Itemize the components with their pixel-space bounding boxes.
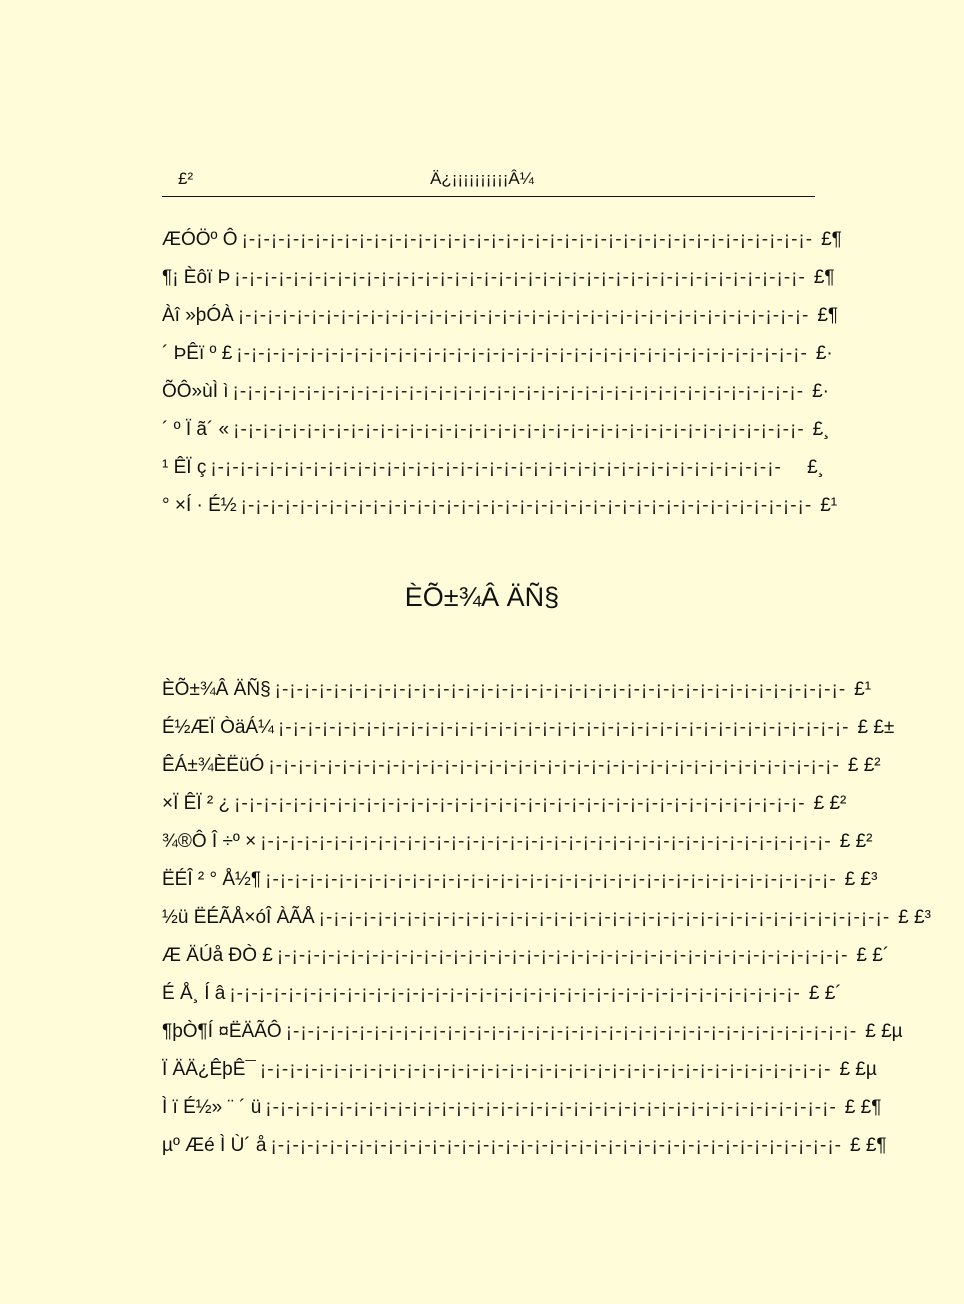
toc-entry-page: £¸ xyxy=(807,457,824,478)
toc-dot-leader: ¡-¡-¡-¡-¡-¡-¡-¡-¡-¡-¡-¡-¡-¡-¡-¡-¡-¡-¡-¡-¡-¡-¡-¡-¡-¡-¡-¡-¡-¡-¡-¡-¡-¡-¡-¡-¡-¡-¡- xyxy=(318,907,891,928)
toc-entry-page: £ £µ xyxy=(839,1059,877,1080)
toc-entry xyxy=(162,903,931,941)
toc-entry xyxy=(162,301,839,339)
toc-entry-title: ´ º Ï ã´ « xyxy=(162,419,230,440)
toc-entry xyxy=(162,1093,882,1131)
toc-entry-title: ÈÕ±¾Â ÄÑ§ xyxy=(162,679,271,700)
toc-entry-page: £ £µ xyxy=(865,1021,903,1042)
toc-entry-page: £¶ xyxy=(817,305,839,326)
toc-entry-title: ÕÔ»ùÌ ì xyxy=(162,381,229,402)
toc-entry xyxy=(162,1017,903,1055)
toc-list-bottom xyxy=(162,675,931,1169)
toc-entry-page: £ £³ xyxy=(844,869,878,890)
toc-dot-leader: ¡-¡-¡-¡-¡-¡-¡-¡-¡-¡-¡-¡-¡-¡-¡-¡-¡-¡-¡-¡-¡-¡-¡-¡-¡-¡-¡-¡-¡-¡-¡-¡-¡-¡-¡-¡-¡-¡-¡- xyxy=(232,381,805,402)
toc-entry-page: £ £² xyxy=(813,793,847,814)
toc-entry-page: £¶ xyxy=(821,229,842,250)
toc-entry xyxy=(162,751,881,789)
toc-entry xyxy=(162,865,878,903)
toc-entry xyxy=(162,377,829,415)
toc-entry-page: £ £¶ xyxy=(850,1135,887,1156)
toc-entry-title: Ì ï É½» ¨ ´ ü xyxy=(162,1097,262,1118)
toc-entry-title: µº Æé Ì Ù´ å xyxy=(162,1135,267,1156)
toc-entry-title: ½ü ËÉÃÅ×óÎ ÀÃÅ xyxy=(162,907,315,928)
toc-entry xyxy=(162,827,873,865)
toc-entry-title: Àî »þÓÀ xyxy=(162,305,234,326)
toc-entry-title: ÆÓÖº Ô xyxy=(162,229,238,250)
toc-entry xyxy=(162,675,872,713)
toc-entry-page: £¸ xyxy=(812,419,830,440)
running-title: Ä¿¡¡¡¡¡¡¡¡¡¡Â¼ xyxy=(430,169,534,188)
toc-dot-leader: ¡-¡-¡-¡-¡-¡-¡-¡-¡-¡-¡-¡-¡-¡-¡-¡-¡-¡-¡-¡-¡-¡-¡-¡-¡-¡-¡-¡-¡-¡-¡-¡-¡-¡-¡-¡-¡-¡-¡- xyxy=(237,305,810,326)
header-rule xyxy=(162,196,815,197)
toc-entry-title: É½ÆÏ ÒäÁ¼ xyxy=(162,717,274,738)
toc-dot-leader: ¡-¡-¡-¡-¡-¡-¡-¡-¡-¡-¡-¡-¡-¡-¡-¡-¡-¡-¡-¡-¡-¡-¡-¡-¡-¡-¡-¡-¡-¡-¡-¡-¡-¡-¡-¡-¡-¡-¡- xyxy=(260,831,832,852)
toc-dot-leader: ¡-¡-¡-¡-¡-¡-¡-¡-¡-¡-¡-¡-¡-¡-¡-¡-¡-¡-¡-¡-¡-¡-¡-¡-¡-¡-¡-¡-¡-¡-¡-¡-¡-¡-¡-¡-¡-¡-¡- xyxy=(285,1021,858,1042)
toc-dot-leader: ¡-¡-¡-¡-¡-¡-¡-¡-¡-¡-¡-¡-¡-¡-¡-¡-¡-¡-¡-¡-¡-¡-¡-¡-¡-¡-¡-¡-¡-¡-¡-¡-¡-¡-¡-¡-¡-¡-¡- xyxy=(236,343,808,364)
toc-entry xyxy=(162,1131,887,1169)
toc-entry xyxy=(162,263,835,301)
toc-entry-title: ¾®Ô Î ÷º × xyxy=(162,831,257,852)
toc-entry-title: ¶¡ Èôï Þ xyxy=(162,267,231,288)
toc-entry-page: £¹ xyxy=(854,679,872,700)
toc-entry xyxy=(162,1055,877,1093)
toc-entry-title: ° ×Í · É½ xyxy=(162,495,237,516)
toc-entry xyxy=(162,415,830,453)
page-number: £² xyxy=(178,169,194,188)
toc-entry-title: ×Ï ÊÏ ² ¿ xyxy=(162,793,231,814)
toc-entry xyxy=(162,453,824,491)
toc-dot-leader: ¡-¡-¡-¡-¡-¡-¡-¡-¡-¡-¡-¡-¡-¡-¡-¡-¡-¡-¡-¡-¡-¡-¡-¡-¡-¡-¡-¡-¡-¡-¡-¡-¡-¡-¡-¡-¡-¡-¡- xyxy=(234,793,806,814)
toc-entry-page: £ £± xyxy=(857,717,895,738)
toc-dot-leader: ¡-¡-¡-¡-¡-¡-¡-¡-¡-¡-¡-¡-¡-¡-¡-¡-¡-¡-¡-¡-¡-¡-¡-¡-¡-¡-¡-¡-¡-¡-¡-¡-¡-¡-¡-¡-¡-¡-¡- xyxy=(265,869,837,890)
toc-dot-leader: ¡-¡-¡-¡-¡-¡-¡-¡-¡-¡-¡-¡-¡-¡-¡-¡-¡-¡-¡-¡-¡-¡-¡-¡-¡-¡-¡-¡-¡-¡-¡-¡-¡-¡-¡-¡-¡-¡-¡- xyxy=(277,717,850,738)
toc-entry xyxy=(162,491,838,529)
toc-entry-page: £ £³ xyxy=(898,907,931,928)
toc-entry xyxy=(162,789,847,827)
toc-dot-leader: ¡-¡-¡-¡-¡-¡-¡-¡-¡-¡-¡-¡-¡-¡-¡-¡-¡-¡-¡-¡-¡-¡-¡-¡-¡-¡-¡-¡-¡-¡-¡-¡-¡-¡-¡-¡-¡-¡-¡- xyxy=(265,1097,837,1118)
toc-dot-leader: ¡-¡-¡-¡-¡-¡-¡-¡-¡-¡-¡-¡-¡-¡-¡-¡-¡-¡-¡-¡-¡-¡-¡-¡-¡-¡-¡-¡-¡-¡-¡-¡-¡-¡-¡-¡-¡-¡-¡- xyxy=(276,945,849,966)
toc-entry-page: £¶ xyxy=(813,267,835,288)
toc-dot-leader: ¡-¡-¡-¡-¡-¡-¡-¡-¡-¡-¡-¡-¡-¡-¡-¡-¡-¡-¡-¡-¡-¡-¡-¡-¡-¡-¡-¡-¡-¡-¡-¡-¡-¡-¡-¡-¡-¡-¡- xyxy=(241,229,814,250)
toc-entry-page: £ £² xyxy=(847,755,881,776)
toc-entry xyxy=(162,713,895,751)
toc-entry xyxy=(162,225,842,263)
toc-dot-leader: ¡-¡-¡-¡-¡-¡-¡-¡-¡-¡-¡-¡-¡-¡-¡-¡-¡-¡-¡-¡-¡-¡-¡-¡-¡-¡-¡-¡-¡-¡-¡-¡-¡-¡-¡-¡-¡-¡-¡- xyxy=(259,1059,832,1080)
toc-entry xyxy=(162,979,842,1017)
toc-dot-leader: ¡-¡-¡-¡-¡-¡-¡-¡-¡-¡-¡-¡-¡-¡-¡-¡-¡-¡-¡-¡-¡-¡-¡-¡-¡-¡-¡-¡-¡-¡-¡-¡-¡-¡-¡-¡-¡-¡-¡- xyxy=(234,267,806,288)
toc-entry-title: ¶þÒ¶Í ¤ËÄÃÔ xyxy=(162,1021,282,1042)
toc-dot-leader: ¡-¡-¡-¡-¡-¡-¡-¡-¡-¡-¡-¡-¡-¡-¡-¡-¡-¡-¡-¡-¡-¡-¡-¡-¡-¡-¡-¡-¡-¡-¡-¡-¡-¡-¡-¡-¡-¡-¡- xyxy=(210,457,782,478)
toc-entry-title: ÊÁ±¾ÈËüÓ xyxy=(162,755,265,776)
toc-dot-leader: ¡-¡-¡-¡-¡-¡-¡-¡-¡-¡-¡-¡-¡-¡-¡-¡-¡-¡-¡-¡-¡-¡-¡-¡-¡-¡-¡-¡-¡-¡-¡-¡-¡-¡-¡-¡-¡-¡-¡- xyxy=(240,495,813,516)
toc-entry-page: £ £² xyxy=(839,831,873,852)
toc-entry-page: £· xyxy=(815,343,833,364)
toc-entry-page: £ £´ xyxy=(856,945,890,966)
toc-dot-leader: ¡-¡-¡-¡-¡-¡-¡-¡-¡-¡-¡-¡-¡-¡-¡-¡-¡-¡-¡-¡-¡-¡-¡-¡-¡-¡-¡-¡-¡-¡-¡-¡-¡-¡-¡-¡-¡-¡-¡- xyxy=(268,755,840,776)
toc-dot-leader: ¡-¡-¡-¡-¡-¡-¡-¡-¡-¡-¡-¡-¡-¡-¡-¡-¡-¡-¡-¡-¡-¡-¡-¡-¡-¡-¡-¡-¡-¡-¡-¡-¡-¡-¡-¡-¡-¡-¡- xyxy=(233,419,805,440)
toc-entry-page: £· xyxy=(812,381,829,402)
toc-entry-page: £¹ xyxy=(820,495,838,516)
toc-entry-page: £ £¶ xyxy=(844,1097,882,1118)
toc-entry xyxy=(162,339,833,377)
toc-entry-page: £ £´ xyxy=(808,983,842,1004)
toc-dot-leader: ¡-¡-¡-¡-¡-¡-¡-¡-¡-¡-¡-¡-¡-¡-¡-¡-¡-¡-¡-¡-¡-¡-¡-¡-¡-¡-¡-¡-¡-¡-¡-¡-¡-¡-¡-¡-¡-¡-¡- xyxy=(229,983,801,1004)
toc-entry-title: É Å¸ Í â xyxy=(162,983,226,1004)
toc-entry-title: ËÉÎ ² ° Å½¶ xyxy=(162,869,262,890)
toc-entry xyxy=(162,941,890,979)
toc-entry-title: ´ ÞÊï º £ xyxy=(162,343,233,364)
toc-dot-leader: ¡-¡-¡-¡-¡-¡-¡-¡-¡-¡-¡-¡-¡-¡-¡-¡-¡-¡-¡-¡-¡-¡-¡-¡-¡-¡-¡-¡-¡-¡-¡-¡-¡-¡-¡-¡-¡-¡-¡- xyxy=(274,679,847,700)
toc-dot-leader: ¡-¡-¡-¡-¡-¡-¡-¡-¡-¡-¡-¡-¡-¡-¡-¡-¡-¡-¡-¡-¡-¡-¡-¡-¡-¡-¡-¡-¡-¡-¡-¡-¡-¡-¡-¡-¡-¡-¡- xyxy=(270,1135,842,1156)
toc-entry-title: ¹ ÊÏ ç xyxy=(162,457,207,478)
toc-list-top xyxy=(162,225,842,529)
toc-entry-title: Ï ÄÄ¿ÊþÊ¯ xyxy=(162,1059,256,1080)
toc-entry-title: Æ ÄÚå ÐÒ £ xyxy=(162,945,273,966)
section-heading: ÈÕ±¾Â ÄÑ§ xyxy=(404,582,560,612)
